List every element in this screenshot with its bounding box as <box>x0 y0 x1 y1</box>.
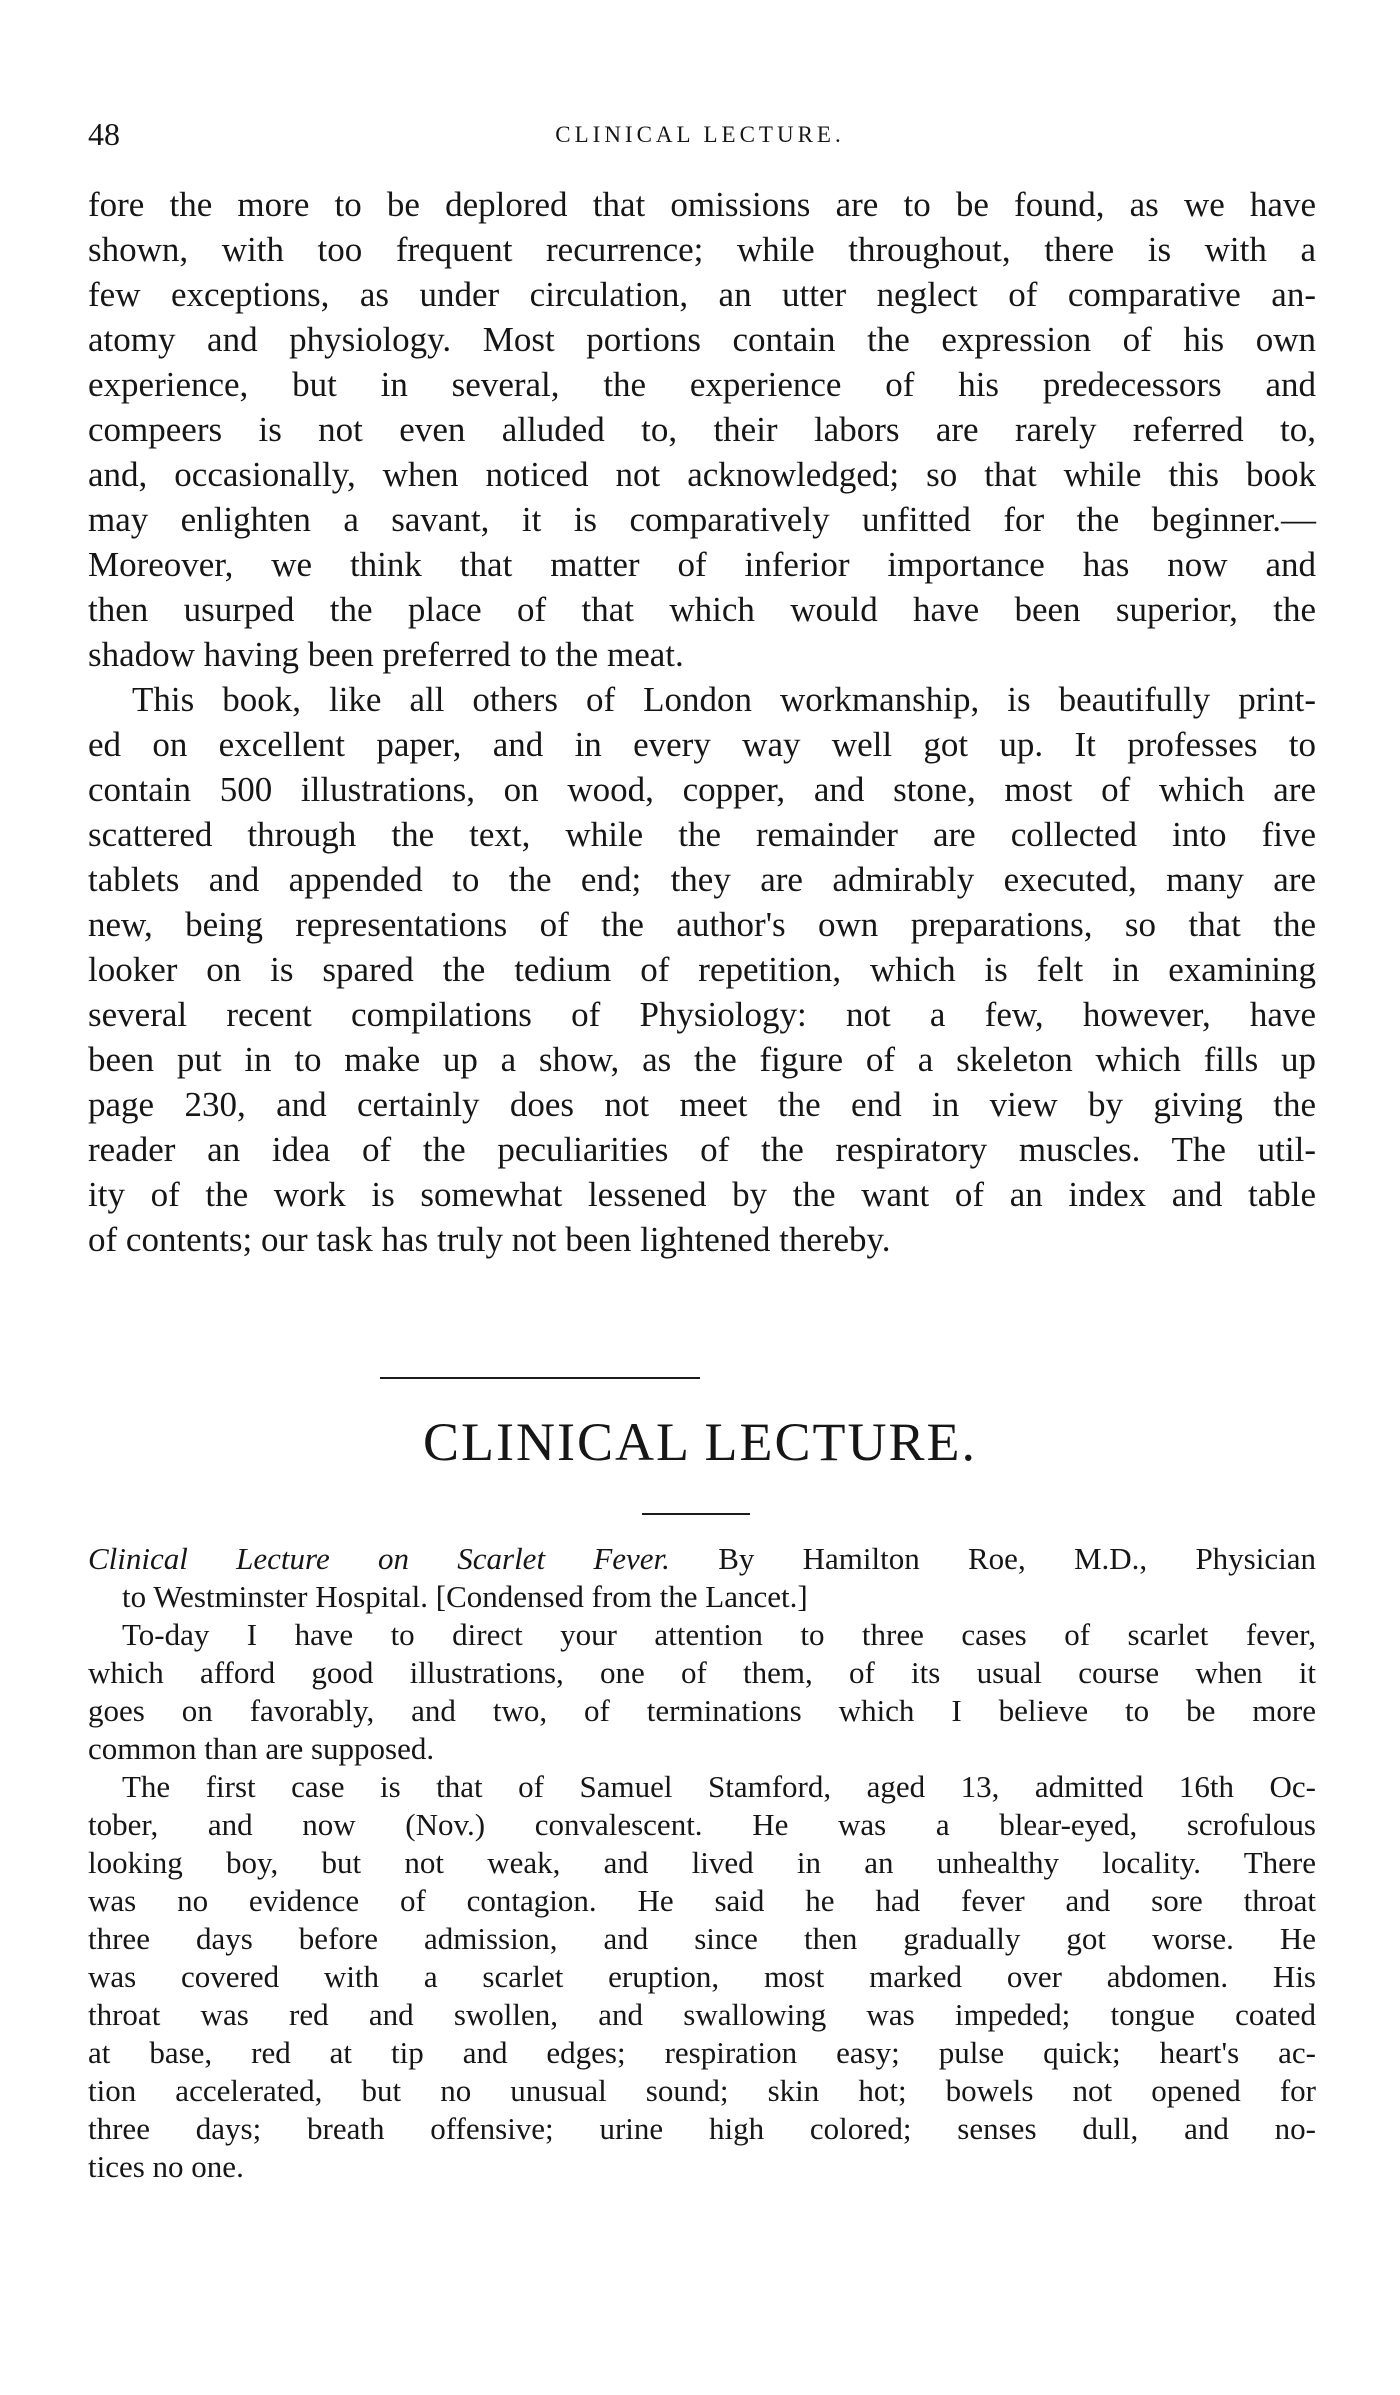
lecture-line: tices no one. <box>88 2149 244 2184</box>
review-text-block <box>88 182 1316 1262</box>
lecture-citation <box>88 1540 1316 1578</box>
lecture-line: goes on favorably, and two, of terminations which I believe to be more <box>88 1693 1316 1728</box>
review-line: tablets and appended to the end; they are admirably executed, many are <box>88 860 1316 899</box>
lecture-line: was covered with a scarlet eruption, most marked over abdomen. His <box>88 1959 1316 1994</box>
lecture-line: To-day I have to direct your attention to three cases of scarlet fever, <box>122 1617 1316 1652</box>
review-line: scattered through the text, while the remainder are collected into five <box>88 815 1316 854</box>
review-line: looker on is spared the tedium of repetition, which is felt in examining <box>88 950 1316 989</box>
review-line: experience, but in several, the experience of his predecessors and <box>88 365 1316 404</box>
section-title: CLINICAL LECTURE. <box>423 1412 977 1472</box>
review-line: new, being representations of the author's own preparations, so that the <box>88 905 1316 944</box>
review-line: page 230, and certainly does not meet the end in view by giving the <box>88 1085 1316 1124</box>
review-line: Moreover, we think that matter of inferior importance has now and <box>88 545 1316 584</box>
review-line: ity of the work is somewhat lessened by the want of an index and table <box>88 1175 1316 1214</box>
review-line: ed on excellent paper, and in every way well got up. It professes to <box>88 725 1316 764</box>
review-line: fore the more to be deplored that omissions are to be found, as we have <box>88 185 1316 224</box>
review-line: several recent compilations of Physiology: not a few, however, have <box>88 995 1316 1034</box>
lecture-line: to Westminster Hospital. [Condensed from the Lancet.] <box>122 1579 808 1614</box>
lecture-citation-author: By Hamilton Roe, M.D., Physician <box>669 1541 1316 1576</box>
review-line: This book, like all others of London workmanship, is beautifully print- <box>132 680 1316 719</box>
review-line: atomy and physiology. Most portions contain the expression of his own <box>88 320 1316 359</box>
review-line: compeers is not even alluded to, their labors are rarely referred to, <box>88 410 1316 449</box>
review-line: been put in to make up a show, as the figure of a skeleton which fills up <box>88 1040 1316 1079</box>
lecture-line: looking boy, but not weak, and lived in an unhealthy locality. There <box>88 1845 1316 1880</box>
title-rule <box>642 1513 750 1515</box>
page-number: 48 <box>88 116 120 152</box>
lecture-line: common than are supposed. <box>88 1731 435 1766</box>
lecture-line: was no evidence of contagion. He said he had fever and sore throat <box>88 1883 1316 1918</box>
lecture-line: The first case is that of Samuel Stamford, aged 13, admitted 16th Oc- <box>122 1769 1316 1804</box>
lecture-line: tion accelerated, but no unusual sound; skin hot; bowels not opened for <box>88 2073 1316 2108</box>
review-line: may enlighten a savant, it is comparatively unfitted for the beginner.— <box>88 500 1316 539</box>
review-line: reader an idea of the peculiarities of the respiratory muscles. The util- <box>88 1130 1316 1169</box>
lecture-line: three days before admission, and since then gradually got worse. He <box>88 1921 1316 1956</box>
lecture-citation-title: Clinical Lecture on Scarlet Fever. <box>88 1541 670 1576</box>
review-line: contain 500 illustrations, on wood, copper, and stone, most of which are <box>88 770 1316 809</box>
review-line: shadow having been preferred to the meat. <box>88 635 684 674</box>
lecture-line: three days; breath offensive; urine high colored; senses dull, and no- <box>88 2111 1316 2146</box>
lecture-line: at base, red at tip and edges; respiration easy; pulse quick; heart's ac- <box>88 2035 1316 2070</box>
lecture-line: which afford good illustrations, one of them, of its usual course when it <box>88 1655 1316 1690</box>
lecture-line: tober, and now (Nov.) convalescent. He was a blear-eyed, scrofulous <box>88 1807 1316 1842</box>
section-divider <box>380 1377 700 1379</box>
review-line: and, occasionally, when noticed not acknowledged; so that while this book <box>88 455 1316 494</box>
running-head: CLINICAL LECTURE. <box>555 122 845 147</box>
lecture-text-block <box>88 1540 1316 2186</box>
lecture-line: throat was red and swollen, and swallowing was impeded; tongue coated <box>88 1997 1316 2032</box>
review-line: shown, with too frequent recurrence; while throughout, there is with a <box>88 230 1316 269</box>
review-line: few exceptions, as under circulation, an utter neglect of comparative an- <box>88 275 1316 314</box>
review-line: then usurped the place of that which would have been superior, the <box>88 590 1316 629</box>
review-line: of contents; our task has truly not been lightened thereby. <box>88 1220 891 1259</box>
